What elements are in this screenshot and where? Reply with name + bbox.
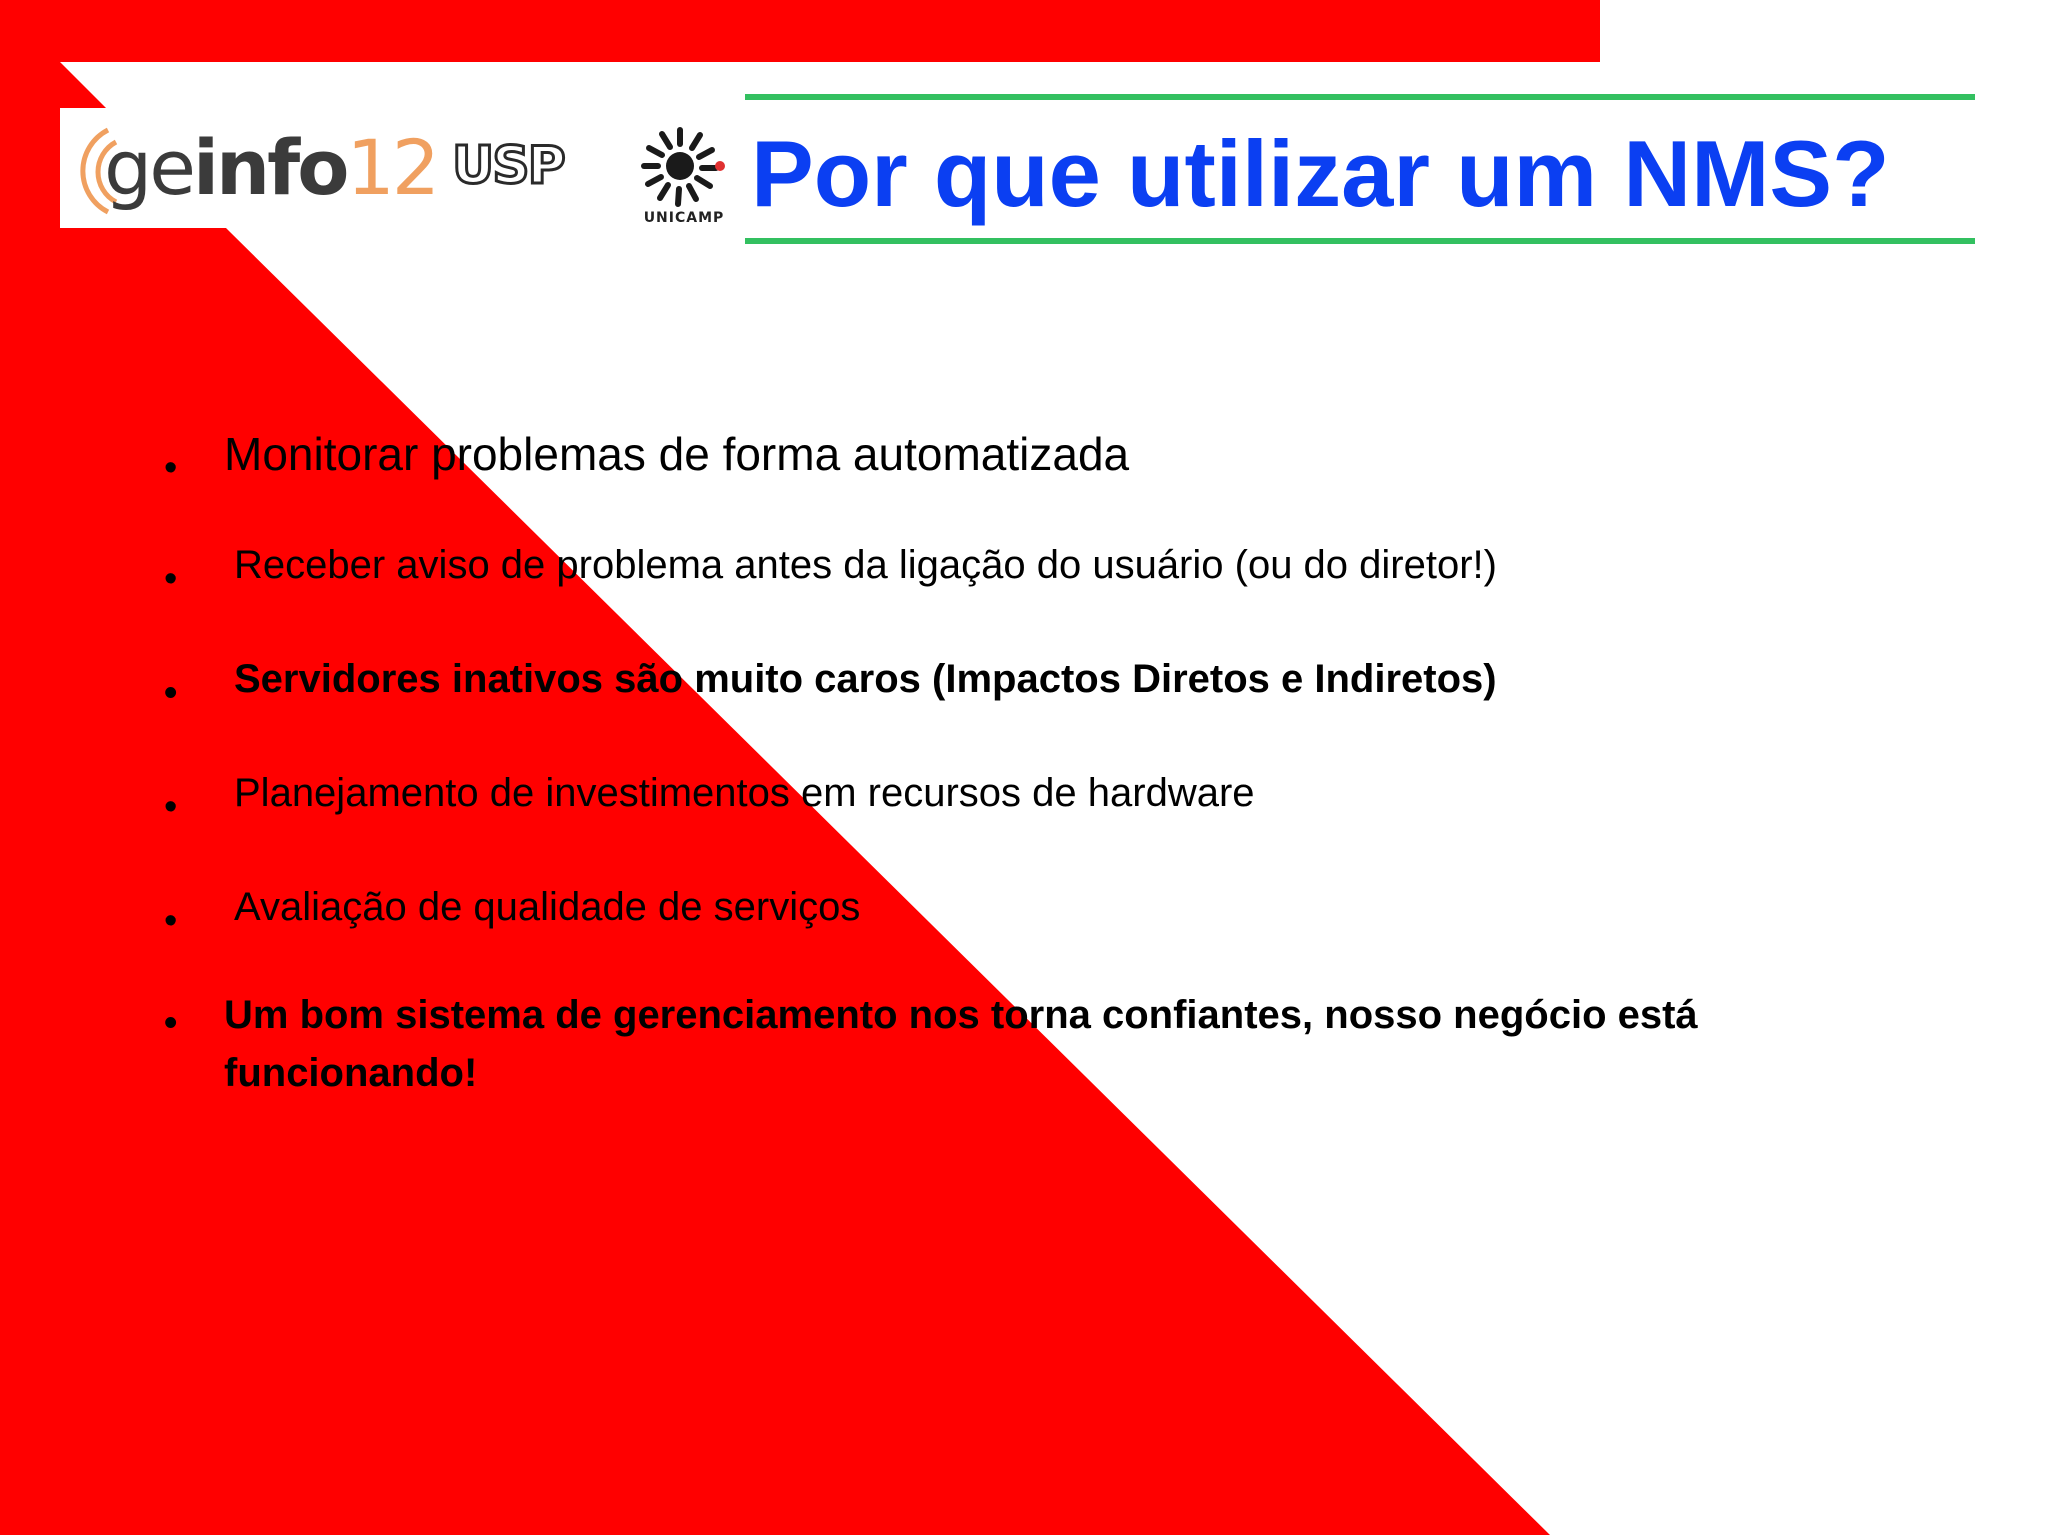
unicamp-logo <box>636 122 732 230</box>
bullet-dot-icon: • <box>164 900 178 942</box>
title-banner <box>745 94 1975 244</box>
bullet-dot-icon: • <box>164 447 178 489</box>
bullet-item <box>160 986 1800 1102</box>
bullet-text: Planejamento de investimentos em recursos de hardware <box>234 771 1255 815</box>
unicamp-logo-text: UNICAMP <box>643 210 725 226</box>
usp-logo <box>450 135 576 195</box>
usp-logo-text: USP <box>452 136 564 195</box>
geinfo-wordmark <box>104 118 437 218</box>
bullet-item <box>160 418 1800 490</box>
bullet-text: Um bom sistema de gerenciamento nos torna confiantes, nosso negócio está funcionando! <box>224 993 1698 1095</box>
bullet-text: Avaliação de qualidade de serviços <box>234 885 861 929</box>
bullet-item <box>160 872 1800 942</box>
bullet-item <box>160 530 1800 600</box>
bullet-dot-icon: • <box>164 672 178 714</box>
bullet-text: Monitorar problemas de forma automatizada <box>224 428 1130 480</box>
geinfo-number-text: 12 <box>346 123 438 212</box>
bullet-text: Receber aviso de problema antes da ligação do usuário (ou do diretor!) <box>234 543 1497 587</box>
geinfo-logo <box>68 112 448 222</box>
unicamp-emblem-icon <box>636 122 732 212</box>
bullet-text: Servidores inativos são muito caros (Impactos Diretos e Indiretos) <box>234 657 1497 701</box>
bullet-item <box>160 758 1800 828</box>
bullet-item <box>160 644 1800 714</box>
bullet-dot-icon: • <box>164 558 178 600</box>
bullet-list <box>160 418 1800 1102</box>
bullet-dot-icon: • <box>164 1002 178 1044</box>
bullet-dot-icon: • <box>164 786 178 828</box>
slide-title: Por que utilizar um NMS? <box>751 121 1890 226</box>
geinfo-info-text: info <box>193 123 347 212</box>
geinfo-ge-text: ge <box>104 123 193 212</box>
